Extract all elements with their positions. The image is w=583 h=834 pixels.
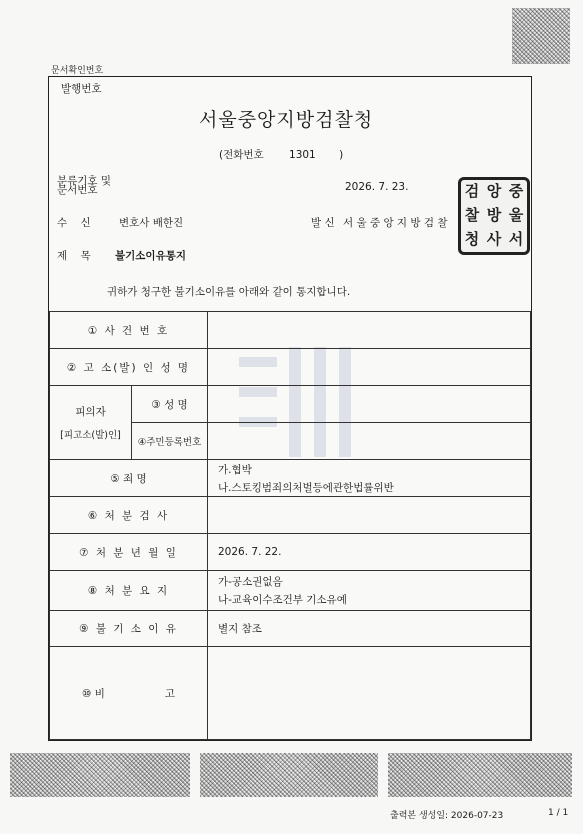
row-case-no: [50, 312, 531, 349]
disposition-summary-values: [208, 571, 531, 611]
bottom-barcode-middle: [200, 753, 378, 797]
row-complainant: [50, 349, 531, 386]
disposition-date-label: ⑦ 처 분 년 월 일: [50, 534, 208, 571]
row-reason: [50, 611, 531, 647]
phone-number: 1301: [289, 149, 316, 161]
row-prosecutor: [50, 497, 531, 534]
suspect-label-line1: 피의자: [75, 406, 106, 418]
charge-value-b: 나.스토킹범죄의처벌등에관한법률위반: [218, 481, 394, 494]
row-remarks: [50, 647, 531, 740]
generated-date: 출력본 생성일: 2026-07-23: [390, 811, 504, 821]
document-frame: [48, 76, 532, 741]
class-label-line2: 문서번호: [57, 184, 98, 196]
disposition-summary-b: 나-교육이수조건부 기소유예: [218, 594, 347, 606]
issue-no-label: 발행번호: [61, 83, 102, 95]
row-disposition-summary: [50, 571, 531, 611]
charge-values: [208, 460, 531, 497]
case-no-value: [208, 312, 531, 349]
doc-confirm-label: 문서확인번호: [51, 66, 104, 76]
name-value: [208, 386, 531, 423]
row-disposition-date: [50, 534, 531, 571]
class-label-line1: 분류기호 및: [57, 175, 112, 187]
rrn-value: [208, 423, 531, 460]
remarks-label: ⑩ 비 고: [50, 647, 208, 740]
subject: 불기소이유통지: [115, 250, 187, 262]
row-charge: [50, 460, 531, 497]
agency-title: 서울중앙지방검찰청: [199, 109, 374, 131]
recipient-label: 수 신: [57, 217, 91, 229]
name-label: ③ 성 명: [132, 386, 208, 423]
page-indicator: 1 / 1: [548, 808, 569, 818]
sender-label: 발 신: [311, 217, 335, 229]
suspect-label-line2: [피고소(발)인]: [60, 430, 121, 441]
phone-label: (전화번호: [219, 149, 264, 161]
letter-date: 2026. 7. 23.: [345, 181, 409, 193]
charge-value-a: 가.협박: [218, 463, 252, 476]
subject-label: 제 목: [57, 250, 91, 262]
bottom-barcode-left: [10, 753, 190, 797]
row-suspect-name: [50, 386, 531, 423]
class-label: [57, 177, 111, 195]
remarks-value: [208, 647, 531, 740]
phone-close: ): [339, 149, 344, 161]
phone-line: [219, 147, 343, 162]
official-seal: 검 앙 중 찰 방 울 청 사 서: [458, 177, 530, 255]
notice-table: [49, 311, 531, 740]
reason-label: ⑨ 불 기 소 이 유: [50, 611, 208, 647]
disposition-date-value: 2026. 7. 22.: [208, 534, 531, 571]
prosecutor-label: ⑥ 처 분 검 사: [50, 497, 208, 534]
recipient: 변호사 배한진: [119, 217, 184, 229]
body-text: 귀하가 청구한 불기소이유를 아래와 같이 통지합니다.: [107, 286, 351, 298]
top-barcode: [512, 8, 570, 64]
charge-label: ⑤ 죄 명: [50, 460, 208, 497]
suspect-label: [50, 386, 132, 460]
rrn-label: ④주민등록번호: [132, 423, 208, 460]
prosecutor-value: [208, 497, 531, 534]
reason-value: 별지 참조: [208, 611, 531, 647]
complainant-value: [208, 349, 531, 386]
bottom-barcode-right: [388, 753, 572, 797]
disposition-summary-a: 가-공소권없음: [218, 576, 283, 588]
complainant-label: ② 고 소(발) 인 성 명: [50, 349, 208, 386]
case-no-label: ① 사 건 번 호: [50, 312, 208, 349]
sender: 서 울 중 앙 지 방 검 찰: [343, 217, 448, 229]
disposition-summary-label: ⑧ 처 분 요 지: [50, 571, 208, 611]
